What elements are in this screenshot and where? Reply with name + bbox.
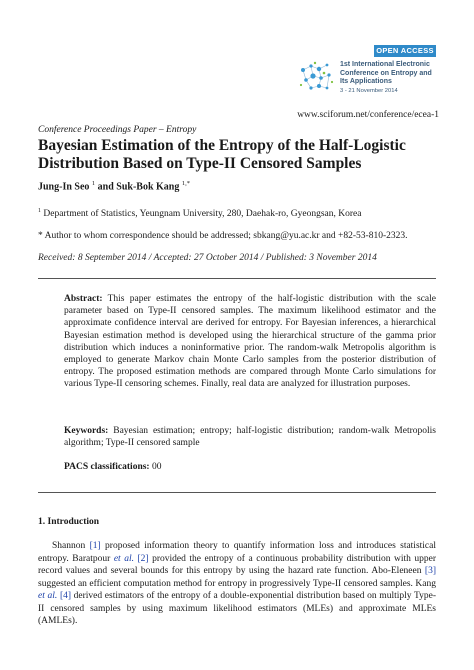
keywords-label: Keywords:	[64, 426, 109, 436]
body-text: derived estimators of the entropy of a double-exponential distribution based on multiply Type-II censored samples by using maximum likelihood estimators (MLEs) and approximate MLEs (AMLEs).	[38, 591, 437, 626]
pacs-value: 00	[151, 462, 162, 472]
pacs-label: PACS classifications:	[64, 462, 150, 472]
abstract-text: This paper estimates the entropy of the half-logistic distribution with the scale parameter based on Type-II censored samples. The maximum likelihood estimator and the approximate confidence interval are derived for entropy. For Bayesian inferences, a hierarchical Bayesian estimation method is developed using the hierarchical structure of the gamma prior distribution which induces a noninformative prior. The random-walk Metropolis algorithm is employed to generate Markov chain Monte Carlo samples from the posterior distribution of entropy. The proposed estimation methods are compared through Monte Carlo simulations for various Type-II censoring schemes. Finally, real data are analyzed for illustration purposes.	[64, 294, 436, 390]
conference-dates: 3 - 21 November 2014	[340, 87, 398, 94]
author-affiliation-marker: 1	[91, 180, 96, 187]
divider-top	[38, 278, 436, 279]
affiliation-text: Department of Statistics, Yeungnam University, 280, Daehak-ro, Gyeongsan, Korea	[43, 209, 362, 220]
author-name: Suk-Bok Kang	[116, 181, 180, 193]
conference-name-line2: Conference on Entropy and	[340, 69, 432, 77]
citation-link[interactable]: [3]	[424, 566, 436, 576]
citation-etal: et al.	[38, 591, 58, 601]
section-heading: 1. Introduction	[38, 517, 100, 527]
paper-title: Bayesian Estimation of the Entropy of the Half-Logistic Distribution Based on Type-II Censored Samples	[38, 137, 406, 172]
pacs-classifications	[64, 462, 161, 472]
conference-name-line1: 1st International Electronic	[340, 61, 430, 68]
body-text: Shannon	[52, 541, 90, 551]
author-list	[38, 180, 190, 192]
author-name: Jung-In Seo	[38, 181, 90, 193]
citation-link[interactable]: [4]	[59, 591, 72, 601]
body-text: proposed information theory to quantify information loss and introduces statistical entropy. Baratpour	[38, 541, 436, 564]
paper-type: Conference Proceedings Paper – Entropy	[38, 125, 197, 135]
abstract-label: Abstract:	[64, 294, 103, 304]
abstract	[64, 293, 436, 391]
citation-etal: et al.	[113, 553, 134, 564]
affiliation-marker: 1	[38, 208, 41, 214]
citation-link[interactable]: [1]	[89, 541, 101, 551]
author-affiliation-marker: 1,*	[181, 180, 190, 187]
conference-logo-icon	[297, 60, 335, 94]
body-text: suggested an efficient computation method for entropy in progressively Type-II censored samples. Kang	[38, 578, 436, 589]
affiliation	[38, 208, 361, 219]
conference-info	[340, 61, 460, 95]
keywords-text: Bayesian estimation; entropy; half-logistic distribution; random-walk Metropolis algorithm; Type-II censored sample	[64, 426, 436, 449]
correspondence-note: * Author to whom correspondence should be addressed; sbkang@yu.ac.kr and +82-53-810-2323.	[38, 231, 408, 241]
publication-dates: Received: 8 September 2014 / Accepted: 27 October 2014 / Published: 3 November 2014	[38, 253, 377, 263]
citation-link[interactable]: [2]	[137, 553, 149, 564]
divider-bottom	[38, 492, 436, 493]
conference-url[interactable]: www.sciforum.net/conference/ecea-1	[297, 110, 439, 120]
conference-name-line3: Its Applications	[340, 78, 392, 86]
keywords	[64, 425, 436, 449]
body-text: provided the entropy of a continuous probability distribution with upper record values and several bounds for this entropy by using the hazard rate function. Abo-Eleneen	[38, 553, 437, 576]
author-conjunction: and	[95, 181, 117, 193]
open-access-badge: OPEN ACCESS	[374, 45, 436, 57]
section-body	[38, 540, 436, 628]
